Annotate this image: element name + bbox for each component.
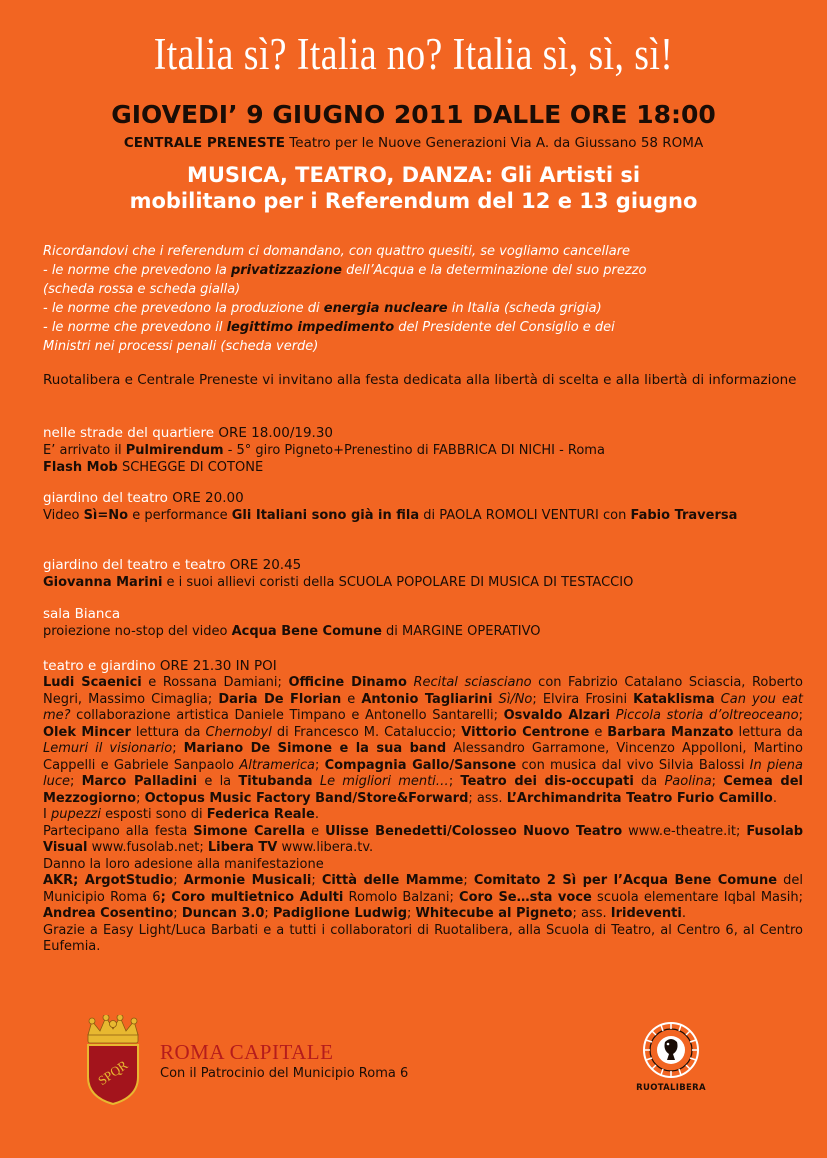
- text: E’ arrivato il: [43, 443, 126, 458]
- text: Video: [43, 508, 84, 523]
- section-place: sala Bianca: [43, 606, 121, 622]
- intro-text: dell’Acqua e la determinazione del suo prezzo: [341, 263, 647, 278]
- text: Partecipano alla festa: [43, 823, 194, 839]
- program-list: [43, 675, 803, 807]
- work: Le migliori menti…: [319, 774, 449, 789]
- artist: Kataklisma: [633, 691, 715, 707]
- section-place: teatro e giardino: [43, 658, 160, 674]
- text: ;: [173, 873, 184, 888]
- section-street: [43, 425, 803, 476]
- section-sala-bianca: [43, 606, 803, 640]
- artist: Osvaldo Alzari: [503, 708, 611, 723]
- text: da: [633, 774, 665, 789]
- work: Lemuri il visionario: [43, 741, 173, 756]
- section-place: giardino del teatro e teatro: [43, 557, 230, 573]
- text: ;: [314, 757, 325, 773]
- text: lettura da: [130, 724, 206, 740]
- supporter: Whitecube al Pigneto: [415, 906, 573, 921]
- supporter: Duncan 3.0: [181, 906, 265, 921]
- supporter: AKR; ArgotStudio: [43, 873, 174, 888]
- text: - 5° giro Pigneto+Prenestino di FABBRICA DI NICHI - Roma: [223, 443, 605, 458]
- text: e: [589, 724, 608, 740]
- work: Sì/No: [498, 691, 533, 707]
- text: ;: [160, 889, 172, 905]
- artist: Pulmirendum: [125, 443, 224, 458]
- section-place: nelle strade del quartiere: [43, 425, 219, 441]
- intro-line: Ministri nei processi penali (scheda verde): [43, 339, 319, 354]
- supporter: Città delle Mamme: [321, 873, 464, 888]
- artist: Barbara Manzato: [607, 724, 734, 740]
- main-title: Italia sì? Italia no? Italia sì, sì, sì!: [153, 29, 674, 79]
- text: ;: [463, 873, 474, 888]
- work: Paolina: [664, 774, 712, 789]
- artist: Federica Reale: [206, 807, 315, 822]
- text: .: [681, 906, 686, 921]
- link-text: www.e-theatre.it;: [622, 823, 747, 839]
- thanks: Grazie a Easy Light/Luca Barbati e a tutti i collaboratori di Ruotalibera, alla Scuola di Teatro, al Centro 6, al Centro Eufemia.: [43, 922, 803, 954]
- work: Sì=No: [83, 508, 129, 523]
- text: ;: [172, 741, 184, 756]
- venue-details: Teatro per le Nuove Generazioni Via A. da Giussano 58 ROMA: [285, 135, 704, 151]
- text: e: [341, 691, 362, 707]
- text: e: [305, 823, 326, 839]
- text: ;: [311, 873, 322, 888]
- intro-line: Ricordandovi che i referendum ci domandano, con quattro quesiti, se vogliamo cancellare: [43, 244, 631, 259]
- text: SCHEGGE DI COTONE: [117, 460, 264, 475]
- text: ;: [264, 906, 273, 921]
- section-time: ORE 18.00/19.30: [218, 425, 334, 441]
- text: ;: [448, 774, 461, 789]
- text: I: [43, 807, 51, 822]
- intro-text: in Italia (scheda grigia): [447, 301, 602, 316]
- work: In piena luce: [43, 757, 804, 789]
- artist: Olek Mincer: [43, 724, 131, 740]
- text: [313, 774, 320, 789]
- venue-line: [0, 135, 827, 151]
- section-time: ORE 21.30 IN POI: [159, 658, 277, 674]
- supporter: Armonie Musicali: [183, 873, 312, 888]
- artist: Compagnia Gallo/Sansone: [324, 757, 517, 773]
- text: ; ass.: [572, 906, 611, 921]
- headline-line-2: mobilitano per i Referendum del 12 e 13 giugno: [129, 189, 698, 213]
- artist: Giovanna Marini: [43, 575, 163, 590]
- artist: Daria De Florian: [218, 691, 342, 707]
- ruotalibera-logo-icon: [630, 1020, 712, 1080]
- text: ; ass.: [468, 790, 507, 806]
- artist: Ludi Scaenici: [43, 675, 142, 690]
- supporter: Andrea Cosentino: [43, 906, 174, 921]
- text: ;: [798, 708, 803, 723]
- text: del Municipio Roma 6: [43, 873, 804, 905]
- text: ;: [173, 906, 182, 921]
- text: e i suoi allievi coristi della SCUOLA POPOLARE DI MUSICA DI TESTACCIO: [162, 575, 634, 590]
- text: ;: [407, 906, 416, 921]
- text: e la: [197, 774, 239, 789]
- section-main-program: [43, 658, 803, 956]
- artist: Ulisse Benedetti/Colosseo Nuovo Teatro: [325, 823, 623, 839]
- section-garden: [43, 490, 803, 524]
- artist: Antonio Tagliarini: [361, 691, 493, 707]
- venue-name: CENTRALE PRENESTE: [123, 135, 286, 151]
- section-line: [43, 574, 803, 591]
- section-line: [43, 459, 803, 476]
- section-heading: [43, 490, 803, 507]
- intro-text: - le norme che prevedono la produzione di: [43, 301, 324, 316]
- artist: Marco Palladini: [81, 774, 198, 789]
- section-place: giardino del teatro: [43, 490, 173, 506]
- intro-highlight: privatizzazione: [230, 263, 342, 278]
- link-text: www.fusolab.net;: [87, 840, 208, 855]
- text: proiezione no-stop del video: [43, 624, 232, 639]
- text: di Francesco M. Cataluccio;: [271, 724, 462, 740]
- section-line: [43, 507, 803, 524]
- text: con Fabrizio Catalano Sciascia, Roberto Negri, Massimo Cimaglia;: [43, 675, 804, 707]
- section-line: [43, 623, 803, 640]
- text: ;: [136, 790, 145, 806]
- work: Recital sciasciano: [413, 675, 532, 690]
- text: Alessandro Garramone, Vincenzo Appolloni, Martino Cappelli e Gabriele Sanpaolo: [43, 741, 804, 773]
- referendum-intro: [43, 242, 803, 356]
- artist: Officine Dinamo: [288, 675, 407, 690]
- text: .: [772, 790, 777, 806]
- work: Piccola storia d’oltreoceano: [615, 708, 799, 723]
- patronage-text: Con il Patrocinio del Municipio Roma 6: [160, 1066, 409, 1081]
- text: con musica dal vivo Silvia Balossi: [516, 757, 750, 773]
- work: Acqua Bene Comune: [231, 624, 382, 639]
- section-heading: [43, 658, 803, 675]
- text: ; Elvira Frosini: [532, 691, 634, 707]
- artist: L’Archimandrita Teatro Furio Camillo: [506, 790, 773, 806]
- work: Chernobyl: [205, 724, 272, 740]
- artist: Fabio Traversa: [630, 508, 738, 523]
- link-text: www.libera.tv.: [277, 840, 374, 855]
- supporters-heading: Danno la loro adesione alla manifestazione: [43, 856, 324, 872]
- puppets-credit: [43, 807, 803, 824]
- section-heading: [43, 557, 803, 574]
- artist: Vittorio Centrone: [461, 724, 590, 740]
- spqr-text: SPQR: [95, 1057, 131, 1089]
- text: di PAOLA ROMOLI VENTURI con: [419, 508, 631, 523]
- headline-line-1: MUSICA, TEATRO, DANZA: Gli Artisti si: [186, 163, 641, 187]
- artist: Flash Mob: [43, 460, 118, 475]
- artist: Libera TV: [207, 840, 278, 855]
- text: scuola elementare Iqbal Masih;: [591, 889, 804, 905]
- intro-highlight: energia nucleare: [323, 301, 448, 316]
- section-line: [43, 442, 803, 459]
- artist: Fusolab Visual: [43, 823, 804, 855]
- artist: Simone Carella: [193, 823, 306, 839]
- artist: Mariano De Simone e la sua band: [183, 741, 447, 756]
- roma-capitale-title: ROMA CAPITALE: [160, 1040, 334, 1064]
- intro-line: [43, 299, 803, 318]
- supporter: Coro Se…sta voce: [459, 889, 592, 905]
- text: Romolo Balzani;: [343, 889, 460, 905]
- artist: Cemea del Mezzogiorno: [43, 774, 803, 806]
- headline: [0, 162, 827, 214]
- text: esposti sono di: [100, 807, 207, 822]
- text: lettura da: [733, 724, 804, 740]
- text: ;: [70, 774, 82, 789]
- work: pupezzi: [50, 807, 101, 822]
- supporters-list: [43, 873, 803, 923]
- invitation-text: Ruotalibera e Centrale Preneste vi invitano alla festa dedicata alla libertà di scelta e alla libertà di informazione: [43, 372, 797, 388]
- text: di MARGINE OPERATIVO: [381, 624, 541, 639]
- section-time: ORE 20.45: [229, 557, 302, 573]
- work: Altramerica: [239, 757, 315, 773]
- intro-text: - le norme che prevedono la: [43, 263, 231, 278]
- section-heading: [43, 606, 803, 623]
- artist: Titubanda: [238, 774, 313, 789]
- section-heading: [43, 425, 803, 442]
- artist: Octopus Music Factory Band/Store&Forward: [144, 790, 469, 806]
- ruotalibera-label: RUOTALIBERA: [636, 1083, 706, 1093]
- section-time: ORE 20.00: [172, 490, 244, 506]
- participants: [43, 824, 803, 857]
- intro-highlight: legittimo impedimento: [226, 320, 395, 335]
- intro-line: [43, 261, 803, 280]
- supporter: Irideventi: [610, 906, 682, 921]
- text: e Rossana Damiani;: [141, 675, 289, 690]
- event-date: GIOVEDI’ 9 GIUGNO 2011 DALLE ORE 18:00: [111, 100, 716, 129]
- intro-line: (scheda rossa e scheda gialla): [43, 282, 241, 297]
- text: collaborazione artistica Daniele Timpano e Antonello Santarelli;: [70, 708, 504, 723]
- roma-capitale-crest-icon: [82, 1015, 144, 1105]
- work: Can you eat me?: [43, 691, 804, 723]
- work: Gli Italiani sono già in fila: [231, 508, 420, 523]
- supporter: Padiglione Ludwig: [272, 906, 407, 921]
- supporter: Coro multietnico Adulti: [171, 889, 344, 905]
- intro-text: - le norme che prevedono il: [43, 320, 227, 335]
- intro-line: [43, 318, 803, 337]
- artist: Teatro dei dis-occupati: [460, 774, 634, 789]
- section-garden-theatre: [43, 557, 803, 591]
- text: ;: [711, 774, 724, 789]
- text: .: [314, 807, 319, 822]
- text: e performance: [128, 508, 232, 523]
- intro-text: del Presidente del Consiglio e dei: [394, 320, 615, 335]
- supporter: Comitato 2 Sì per l’Acqua Bene Comune: [473, 873, 778, 888]
